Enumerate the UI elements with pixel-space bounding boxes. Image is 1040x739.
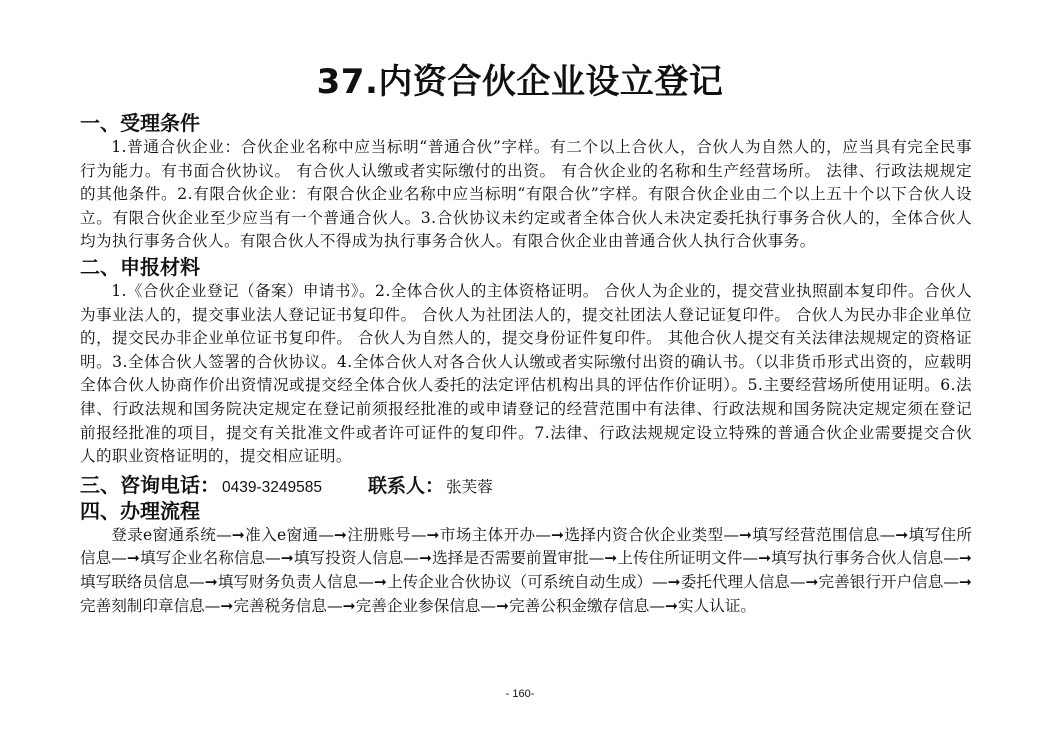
phone-number: 0439-3249585 [222, 478, 322, 496]
page-number: - 160- [505, 688, 535, 700]
section-process [80, 498, 972, 618]
contact-person-name: 张芙蓉 [446, 477, 493, 496]
section-conditions [80, 110, 972, 254]
section-heading-process: 四、办理流程 [80, 498, 200, 523]
phone-label: 三、咨询电话： [80, 472, 220, 497]
process-flow-text: 登录e窗通系统—➞准入e窗通—➞注册账号—➞市场主体开办—➞选择内资合伙企业类型—➞填写经营范围信息—➞填写住所信息—➞填写企业名称信息—➞填写投资人信息—➞选择是否需要前置审批—➞上传住所证明文件—➞填写执行事务合伙人信息—➞填写联络员信息—➞填写财务负责人信息—➞上传企业合伙协议（可系统自动生成）—➞委托代理人信息—➞完善银行开户信息—➞完善刻制印章信息—➞完善税务信息—➞完善企业参保信息—➞完善公积金缴存信息—➞实人认证。 [80, 525, 972, 615]
document-body [80, 110, 972, 618]
section-heading-conditions: 一、受理条件 [80, 111, 200, 135]
contact-person-label: 联系人： [368, 474, 445, 497]
conditions-text: 1.普通合伙企业：合伙企业名称中应当标明“普通合伙”字样。有二个以上合伙人，合伙人为自然人的，应当具有完全民事行为能力。有书面合伙协议。 有合伙人认缴或者实际缴付的出资。 有合伙企业的名称和生产经营场所。 法律、行政法规规定的其他条件。2.有限合伙企业：有限合伙企业名称中应当标明“有限合伙”字样。有限合伙企业由二个以上五十个以下合伙人设立。有限合伙企业至少应当有一个普通合伙人。3.合伙协议未约定或者全体合伙人未决定委托执行事务合伙人的，全体合伙人均为执行事务合伙人。有限合伙人不得成为执行事务合伙人。有限合伙企业由普通合伙人执行合伙事务。 [80, 138, 972, 251]
section-materials [80, 254, 972, 469]
page-title: 37.内资合伙企业设立登记 [316, 62, 724, 102]
materials-text: 1.《合伙企业登记（备案）申请书》。2.全体合伙人的主体资格证明。 合伙人为企业的，提交营业执照副本复印件。合伙人为事业法人的，提交事业法人登记证书复印件。 合伙人为社团法人的，提交社团法人登记证复印件。 合伙人为民办非企业单位的，提交民办非企业单位证书复印件。 合伙人为自然人的，提交身份证件复印件。 其他合伙人提交有关法律法规规定的资格证明。3.全体合伙人签署的合伙协议。4.全体合伙人对各合伙人认缴或者实际缴付出资的确认书。（以非货币形式出资的，应载明全体合伙人协商作价出资情况或提交经全体合伙人委托的法定评估机构出具的评估作价证明）。5.主要经营场所使用证明。6.法律、行政法规和国务院决定规定在登记前须报经批准的或申请登记的经营范围中有法律、行政法规和国务院决定规定须在登记前报经批准的项目，提交有关批准文件或者许可证件的复印件。7.法律、行政法规规定设立特殊的普通合伙企业需要提交合伙人的职业资格证明的，提交相应证明。 [80, 281, 972, 466]
section-contact [80, 469, 972, 498]
section-heading-materials: 二、申报材料 [80, 254, 200, 279]
